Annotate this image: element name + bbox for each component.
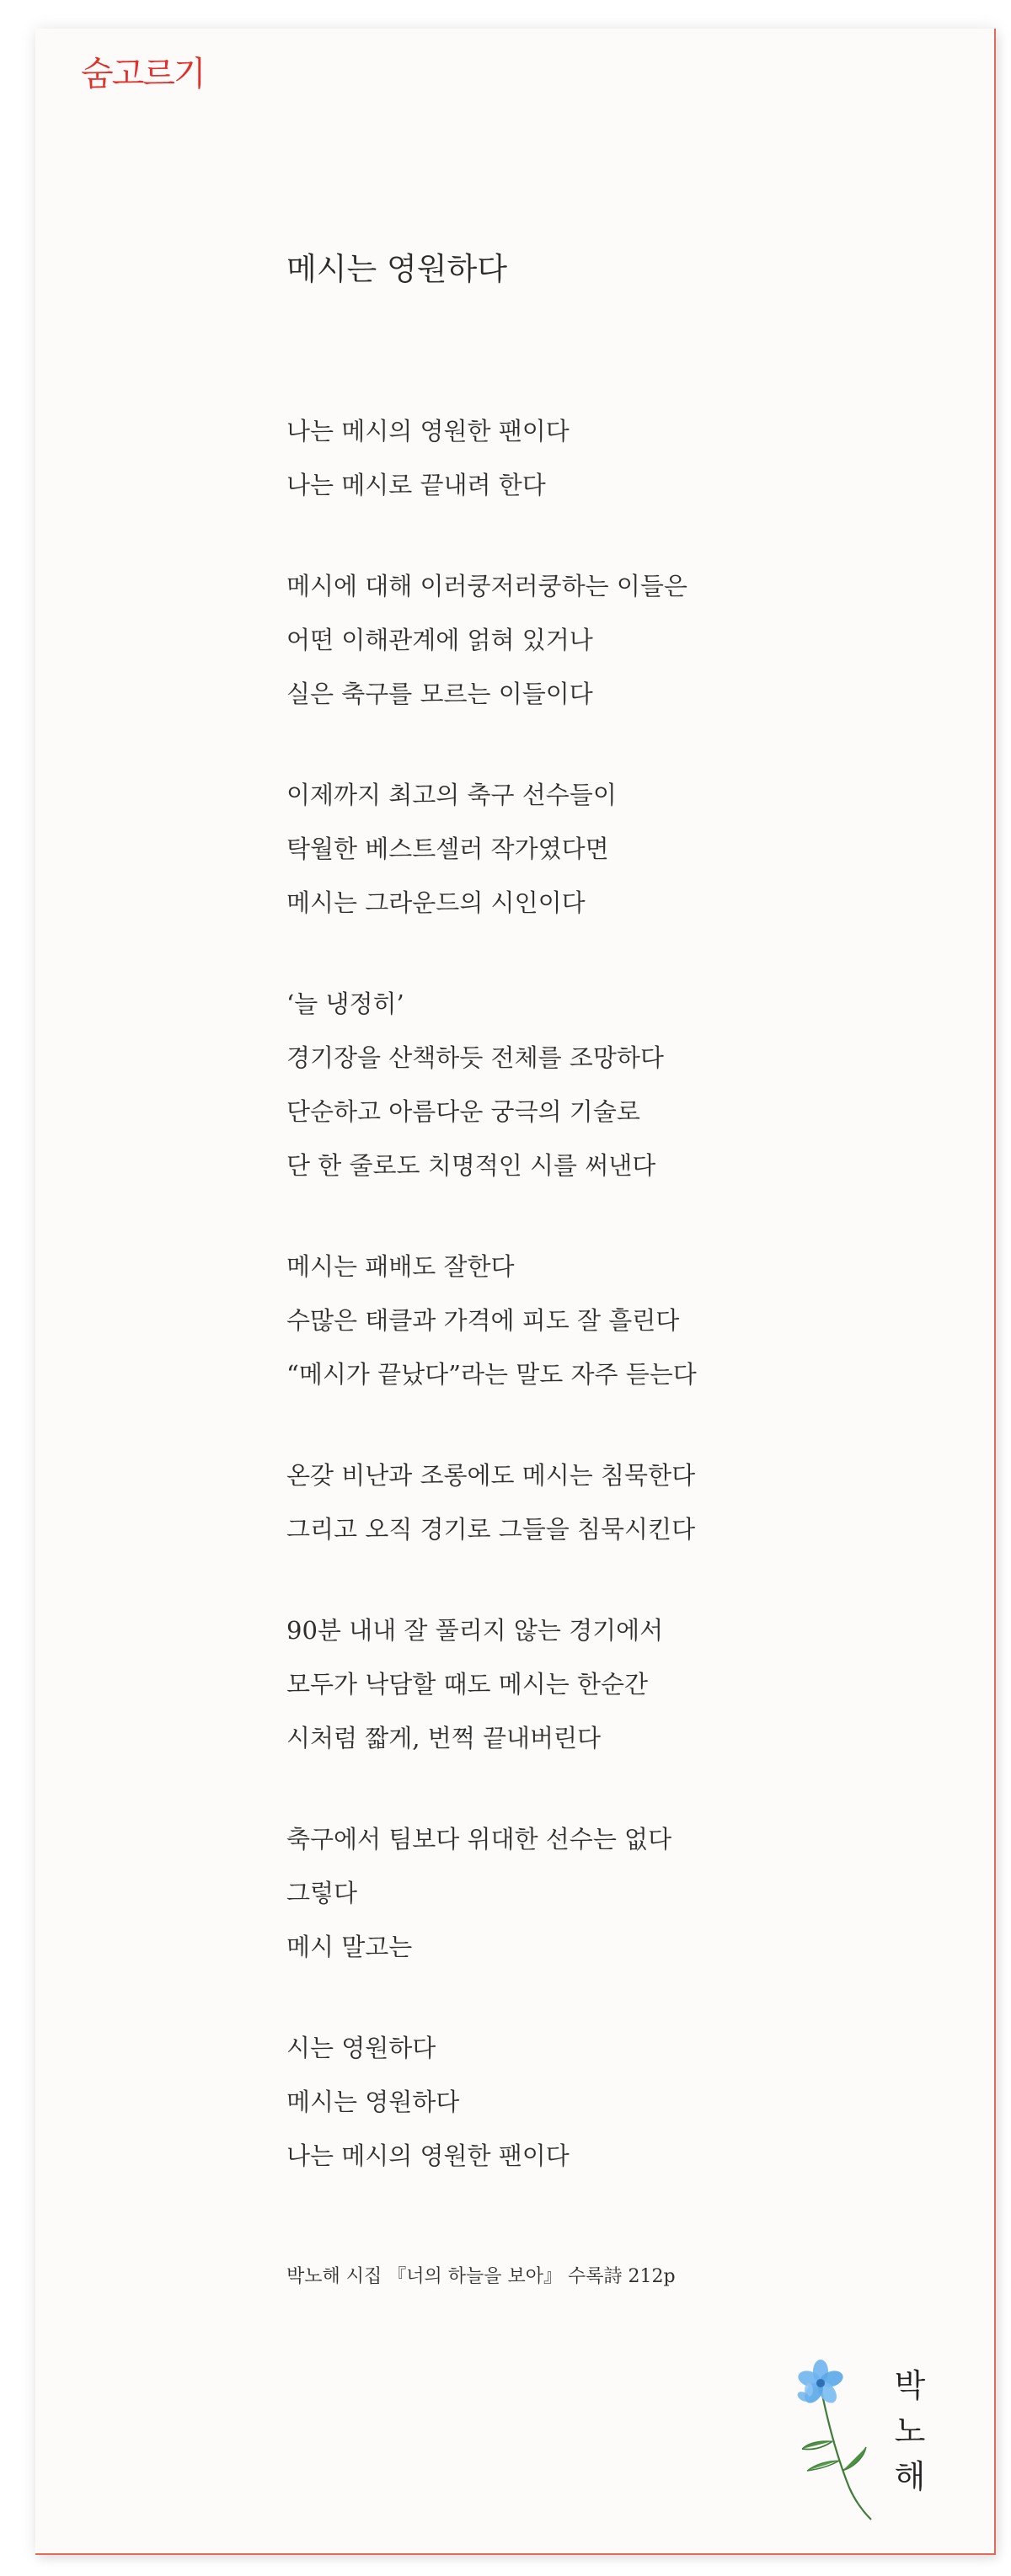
signature-char: 해 — [894, 2458, 926, 2495]
signature-char: 박 — [894, 2367, 926, 2404]
blue-flower-icon — [784, 2353, 885, 2521]
poem-line: 경기장을 산책하듯 전체를 조망하다 — [286, 1043, 664, 1072]
poem-line: 단순하고 아름다운 궁극의 기술로 — [286, 1097, 640, 1126]
poem-source: 박노해 시집 『너의 하늘을 보아』 수록詩 212p — [286, 2266, 676, 2287]
poem-line: 그렇다 — [286, 1879, 358, 1907]
poem-line: 90분 내내 잘 풀리지 않는 경기에서 — [286, 1616, 664, 1645]
poem-line: 온갖 비난과 조롱에도 메시는 침묵한다 — [286, 1461, 696, 1490]
poem-line: 시는 영원하다 — [286, 2034, 436, 2062]
poem-line: 메시에 대해 이러쿵저러쿵하는 이들은 — [286, 572, 687, 600]
poem-line: 실은 축구를 모르는 이들이다 — [286, 680, 593, 708]
poem-line: 메시는 영원하다 — [286, 2088, 460, 2116]
poem-line: 나는 메시의 영원한 팬이다 — [286, 417, 570, 445]
poem-line: 나는 메시로 끝내려 한다 — [286, 471, 546, 499]
poem-card — [35, 29, 996, 2555]
poem-line: 메시는 그라운드의 시인이다 — [286, 888, 586, 917]
poem-line: 메시는 패배도 잘한다 — [286, 1252, 515, 1281]
poem-line: 단 한 줄로도 치명적인 시를 써낸다 — [286, 1151, 656, 1180]
poem-line: 어떤 이해관계에 얽혀 있거나 — [286, 626, 593, 654]
brand-logo: 숨고르기 — [81, 55, 205, 93]
poem-line: 메시 말고는 — [286, 1933, 413, 1961]
poem-line: 모두가 낙담할 때도 메시는 한순간 — [286, 1670, 649, 1699]
poem-line: ‘늘 냉정히’ — [286, 989, 404, 1018]
author-signature — [886, 2363, 933, 2499]
poem-line: 시처럼 짧게, 번쩍 끝내버린다 — [286, 1724, 602, 1752]
poem-line: 나는 메시의 영원한 팬이다 — [286, 2141, 570, 2170]
poem-line: 수많은 태클과 가격에 피도 잘 흘린다 — [286, 1306, 680, 1335]
poem-line: 이제까지 최고의 축구 선수들이 — [286, 781, 617, 809]
poem-line: 축구에서 팀보다 위대한 선수는 없다 — [286, 1825, 672, 1853]
poem-line: “메시가 끝났다”라는 말도 자주 듣는다 — [286, 1360, 697, 1389]
poem-title: 메시는 영원하다 — [286, 251, 507, 287]
poem-line: 그리고 오직 경기로 그들을 침묵시킨다 — [286, 1515, 696, 1544]
poem-line: 탁월한 베스트셀러 작가였다면 — [286, 835, 609, 863]
signature-char: 노 — [894, 2413, 926, 2450]
